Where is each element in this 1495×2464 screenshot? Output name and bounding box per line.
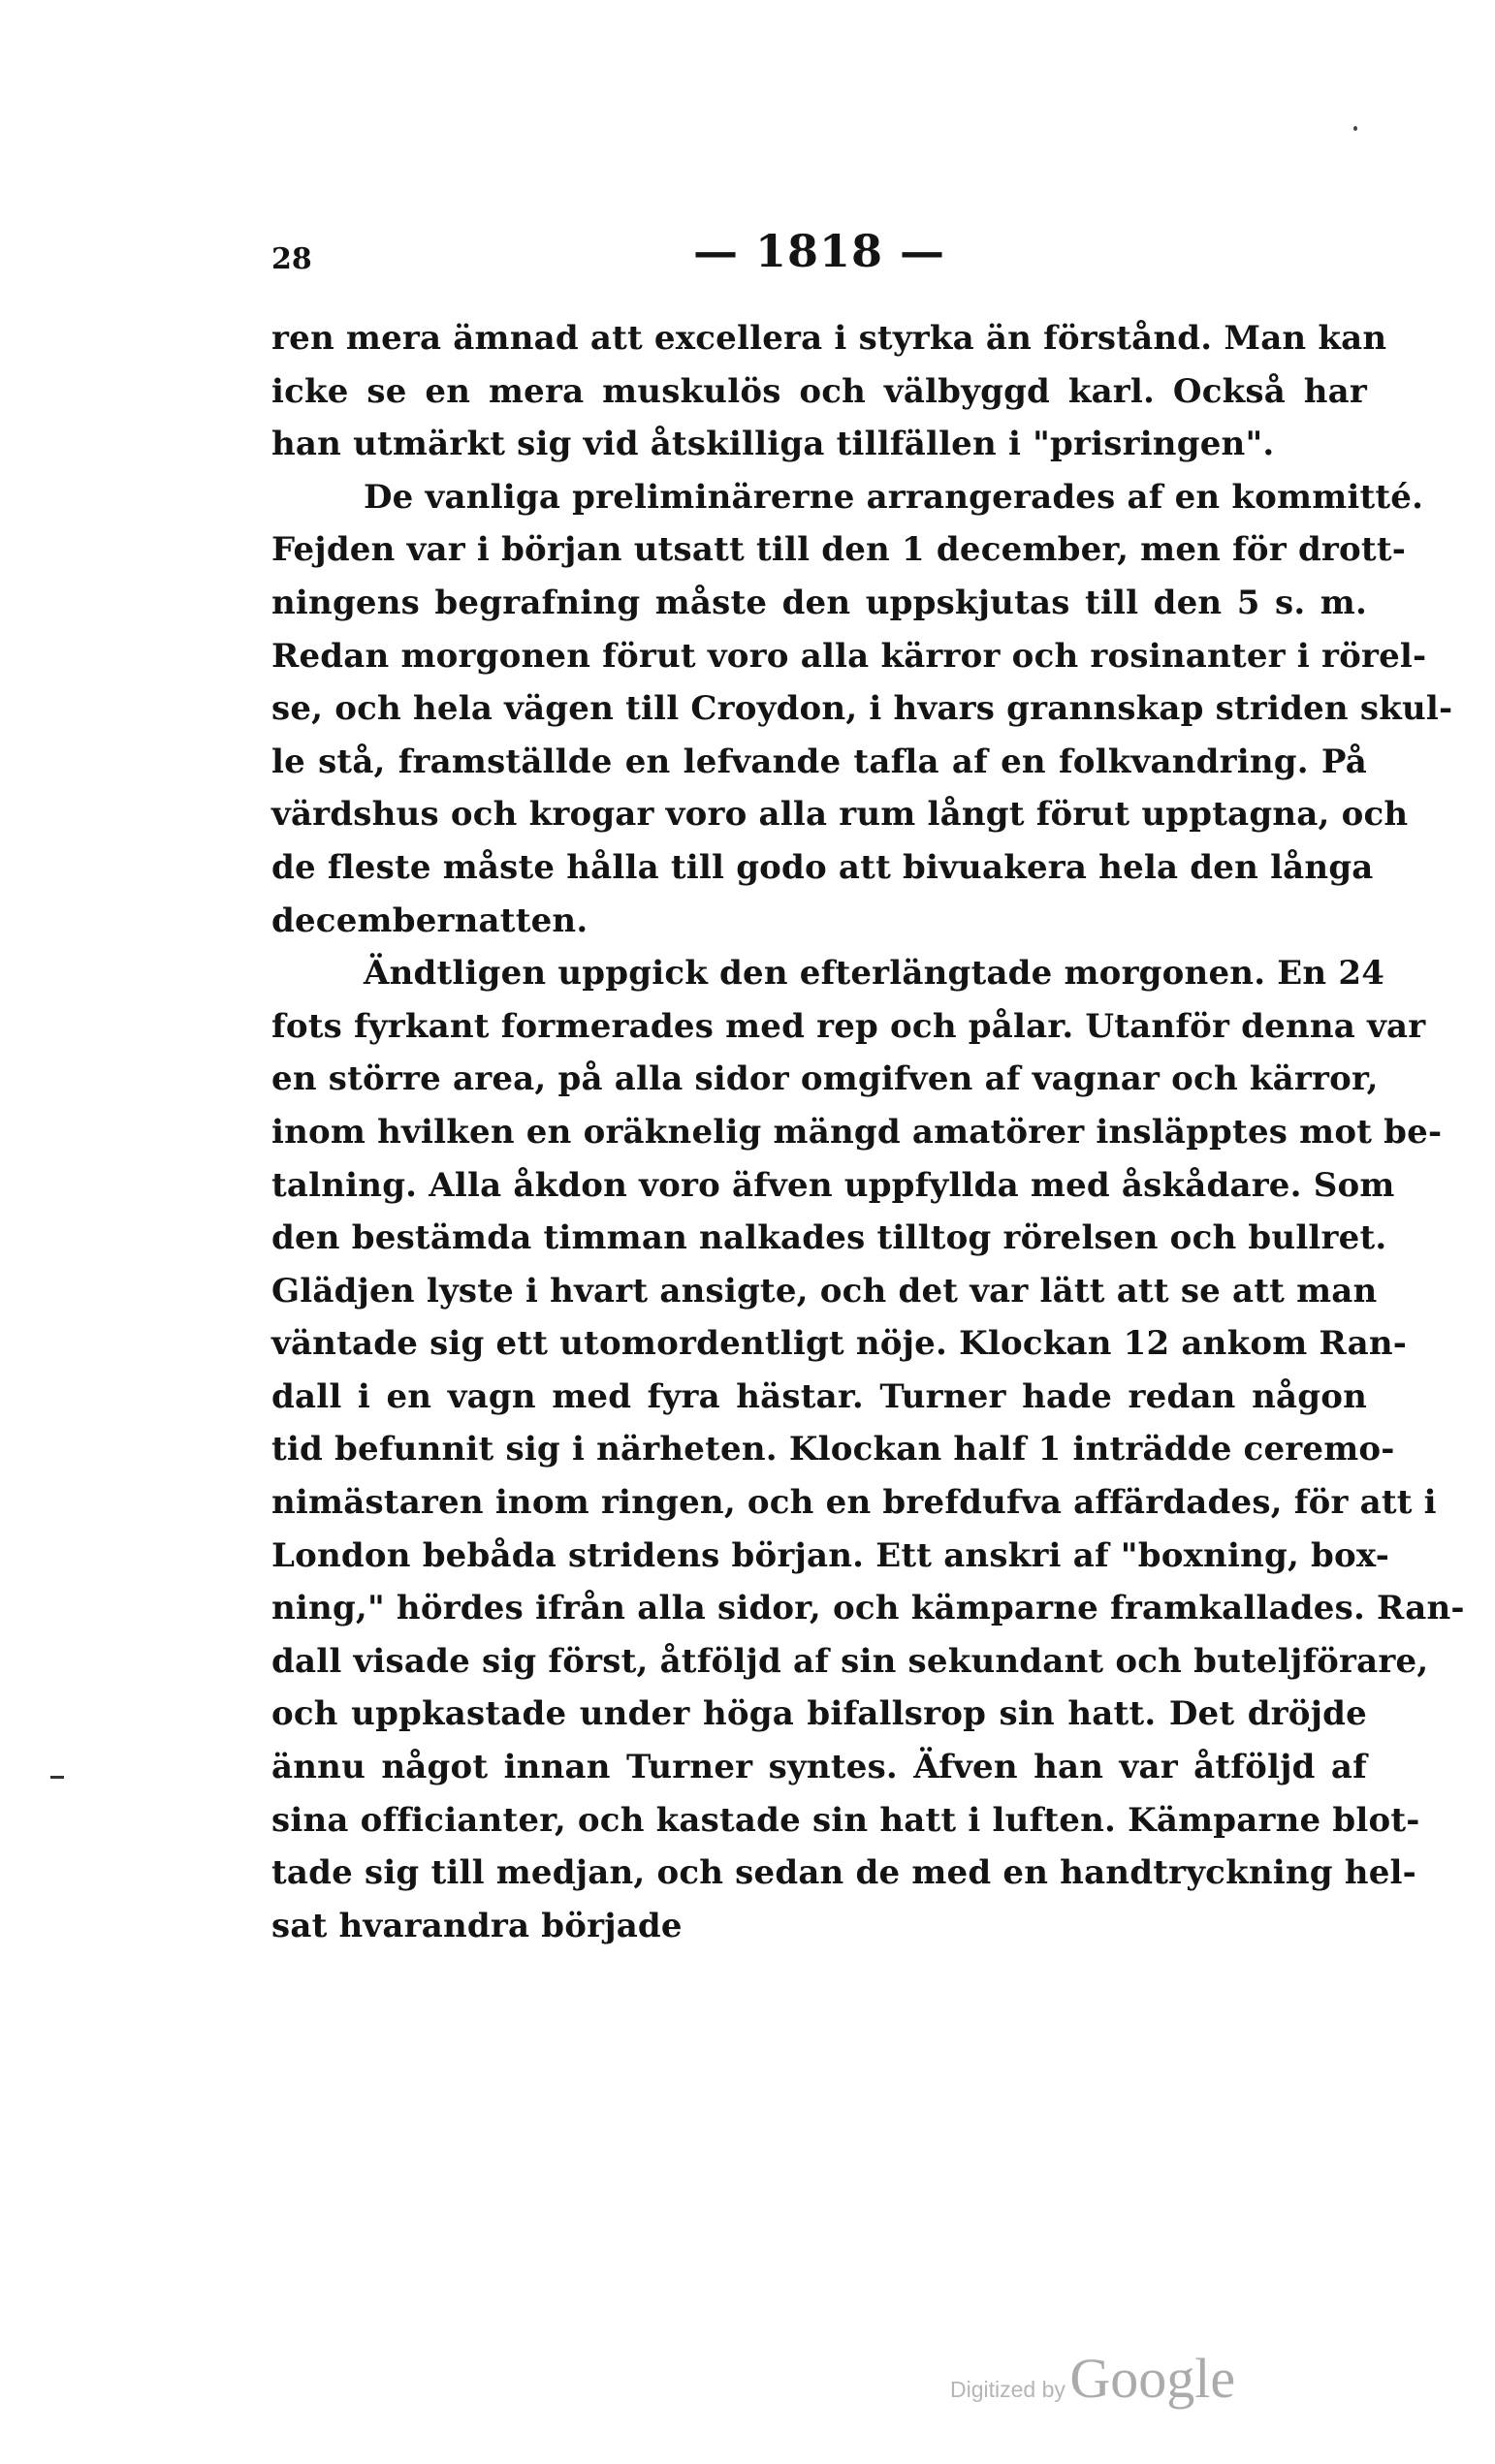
text-line: London bebåda stridens början. Ett anskri af "boxning, box-	[271, 1535, 1390, 1575]
text-line: Redan morgonen förut voro alla kärror och rosinanter i rörel-	[271, 636, 1427, 676]
text-line: tade sig till medjan, och sedan de med en handtryckning hel-	[271, 1853, 1416, 1893]
text-line: se, och hela vägen till Croydon, i hvars grannskap striden skul-	[271, 689, 1453, 729]
text-line: De vanliga preliminärerne arrangerades af en kommitté.	[364, 477, 1424, 517]
page-number: 28	[271, 242, 312, 276]
text-line: inom hvilken en oräknelig mängd amatörer insläpptes mot be-	[271, 1112, 1443, 1152]
text-line: Glädjen lyste i hvart ansigte, och det var lätt att se att man	[271, 1271, 1378, 1311]
text-line: och uppkastade under höga bifallsrop sin hatt. Det dröjde	[271, 1694, 1367, 1734]
text-line: le stå, framställde en lefvande tafla af en folkvandring. På	[271, 742, 1367, 781]
watermark-prefix: Digitized by	[950, 2377, 1066, 2402]
text-line: han utmärkt sig vid åtskilliga tillfällen i "prisringen".	[271, 425, 1275, 464]
running-head: — 1818 —	[692, 225, 946, 277]
digitized-watermark	[950, 2346, 1235, 2411]
text-line: decembernatten.	[271, 900, 588, 940]
text-line: Fejden var i början utsatt till den 1 december, men för drott-	[271, 530, 1407, 570]
text-line: Ändtligen uppgick den efterlängtade morgonen. En 24	[364, 954, 1385, 994]
body-text	[271, 312, 1465, 1952]
text-line: tid befunnit sig i närheten. Klockan half 1 inträdde ceremo-	[271, 1430, 1395, 1469]
text-line: dall visade sig först, åtföljd af sin sekundant och buteljförare,	[271, 1641, 1429, 1681]
text-line: en större area, på alla sidor omgifven af vagnar och kärror,	[271, 1059, 1379, 1099]
text-line: ännu något innan Turner syntes. Äfven han var åtföljd af	[271, 1748, 1367, 1787]
text-line: ningens begrafning måste den uppskjutas till den 5 s. m.	[271, 583, 1367, 622]
text-line: sat hvarandra började	[271, 1906, 683, 1945]
text-line: den bestämda timman nalkades tilltog rörelsen och bullret.	[271, 1218, 1387, 1258]
text-line: dall i en vagn med fyra hästar. Turner hade redan någon	[271, 1376, 1367, 1416]
text-line: talning. Alla åkdon voro äfven uppfyllda med åskådare. Som	[271, 1165, 1395, 1205]
text-line: fots fyrkant formerades med rep och pålar. Utanför denna var	[271, 1006, 1426, 1046]
text-line: väntade sig ett utomordentligt nöje. Klockan 12 ankom Ran-	[271, 1324, 1408, 1364]
text-line: de fleste måste hålla till godo att bivuakera hela den långa	[271, 847, 1374, 887]
text-line: ning," hördes ifrån alla sidor, och kämparne framkallades. Ran-	[271, 1589, 1465, 1628]
margin-dash-mark	[50, 1776, 64, 1779]
text-line: nimästaren inom ringen, och en brefdufva affärdades, för att i	[271, 1483, 1437, 1523]
ink-speck	[1353, 126, 1357, 131]
text-line: ren mera ämnad att excellera i styrka än förstånd. Man kan	[271, 319, 1387, 358]
text-line: sina officianter, och kastade sin hatt i luften. Kämparne blot-	[271, 1800, 1420, 1840]
text-line: värdshus och krogar voro alla rum långt förut upptagna, och	[271, 795, 1409, 835]
page-header	[271, 225, 1367, 293]
text-line: icke se en mera muskulös och välbyggd karl. Också har	[271, 371, 1367, 411]
watermark-brand: Google	[1069, 2347, 1236, 2410]
